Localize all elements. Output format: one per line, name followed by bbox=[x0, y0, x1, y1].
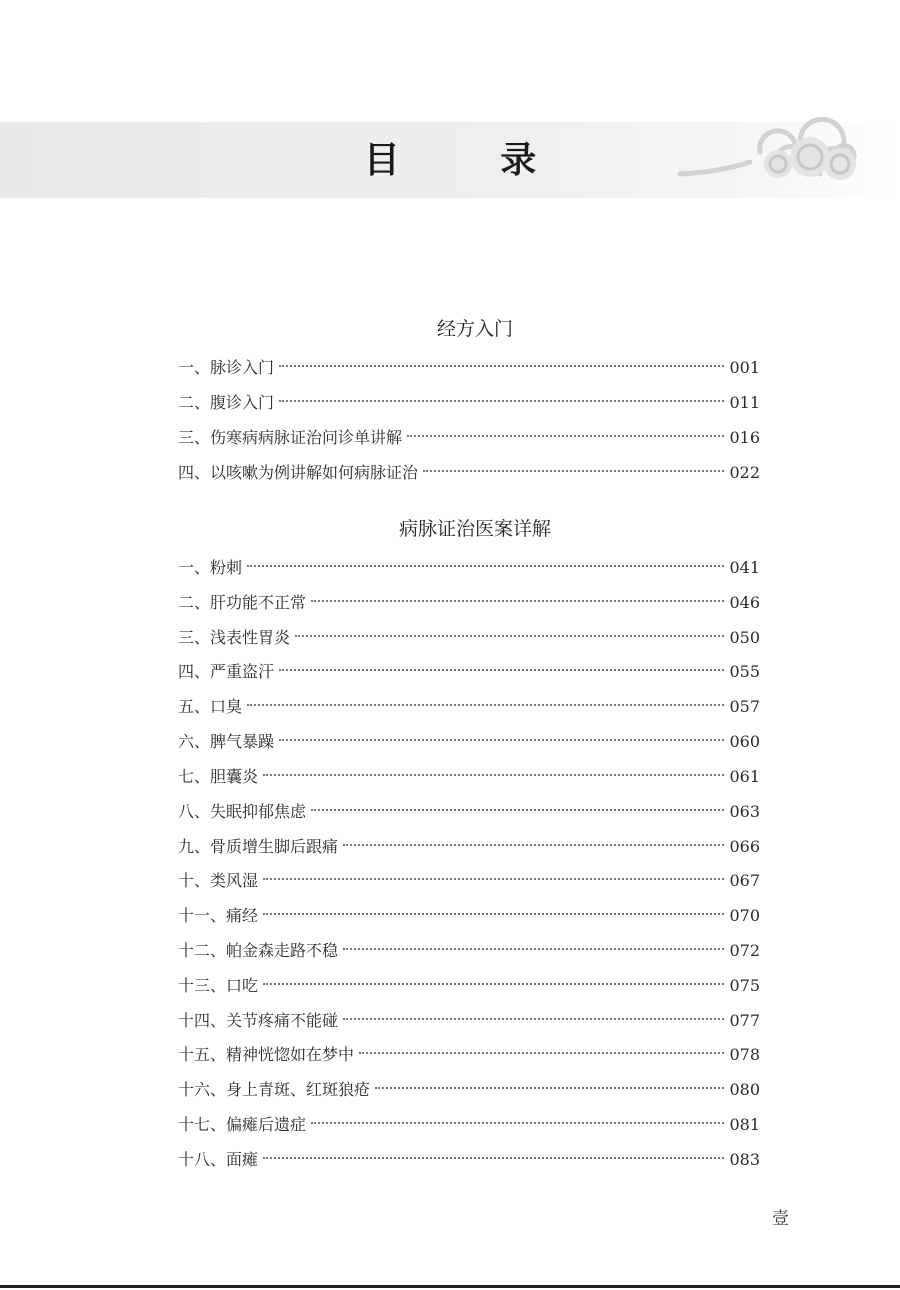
dot-leader bbox=[407, 435, 724, 437]
dot-leader bbox=[343, 844, 724, 846]
dot-leader bbox=[263, 774, 724, 776]
toc-entry-title: 四、严重盗汗 bbox=[178, 662, 275, 682]
toc-entry-title: 十一、痛经 bbox=[178, 906, 259, 926]
dot-leader bbox=[279, 365, 724, 367]
toc-entry-page: 001 bbox=[729, 358, 760, 377]
toc-entry[interactable] bbox=[178, 426, 760, 450]
toc-entry-title: 十八、面瘫 bbox=[178, 1149, 259, 1169]
toc-entry[interactable] bbox=[178, 835, 760, 859]
bottom-rule bbox=[0, 1285, 900, 1288]
toc-entry-title: 三、浅表性胃炎 bbox=[178, 627, 291, 647]
toc-entry-title: 七、胆囊炎 bbox=[178, 766, 259, 786]
toc-entry-title: 十五、精神恍惚如在梦中 bbox=[178, 1045, 355, 1065]
toc-entry-title: 一、粉刺 bbox=[178, 558, 243, 577]
dot-leader bbox=[263, 1157, 724, 1159]
toc-entry[interactable] bbox=[178, 660, 760, 684]
toc-entry-title: 十、类风湿 bbox=[178, 871, 259, 891]
toc-entry[interactable] bbox=[178, 695, 760, 719]
toc-entry[interactable] bbox=[178, 800, 760, 824]
toc-entry[interactable] bbox=[178, 356, 760, 380]
toc-entry-page: 046 bbox=[729, 592, 760, 612]
toc-entry[interactable] bbox=[178, 765, 760, 789]
toc-entry[interactable] bbox=[178, 1148, 760, 1172]
dot-leader bbox=[359, 1052, 724, 1054]
page-number: 壹 bbox=[772, 1209, 789, 1229]
dot-leader bbox=[311, 600, 724, 602]
dot-leader bbox=[247, 565, 724, 567]
toc-entry-page: 070 bbox=[729, 906, 760, 926]
cloud-ornament-icon bbox=[660, 112, 870, 204]
toc-entry-page: 060 bbox=[729, 732, 760, 752]
toc-entry-title: 三、伤寒病病脉证治问诊单讲解 bbox=[178, 427, 403, 447]
toc-entry-page: 041 bbox=[729, 558, 760, 577]
toc-entry-page: 083 bbox=[729, 1149, 760, 1169]
dot-leader bbox=[311, 1122, 724, 1124]
toc-entry[interactable] bbox=[178, 591, 760, 615]
toc-entry[interactable] bbox=[178, 626, 760, 650]
toc-entry-title: 四、以咳嗽为例讲解如何病脉证治 bbox=[178, 462, 419, 482]
dot-leader bbox=[311, 809, 724, 811]
toc-entry-page: 016 bbox=[729, 427, 760, 447]
toc-entry[interactable] bbox=[178, 1078, 760, 1102]
toc-entry-page: 050 bbox=[729, 627, 760, 647]
toc-entry[interactable] bbox=[178, 869, 760, 893]
toc-entry-title: 二、肝功能不正常 bbox=[178, 592, 307, 612]
toc-entry-title: 六、脾气暴躁 bbox=[178, 732, 275, 752]
dot-leader bbox=[263, 983, 724, 985]
dot-leader bbox=[263, 913, 724, 915]
toc-entry[interactable] bbox=[178, 1009, 760, 1033]
toc-entry[interactable] bbox=[178, 1043, 760, 1067]
toc-entry-page: 066 bbox=[729, 836, 760, 856]
toc-entry-page: 011 bbox=[729, 392, 760, 412]
toc-entry-title: 八、失眠抑郁焦虑 bbox=[178, 801, 307, 821]
toc-entry-title: 一、脉诊入门 bbox=[178, 358, 275, 377]
section-heading: 病脉证治医案详解 bbox=[398, 518, 551, 540]
dot-leader bbox=[343, 948, 724, 950]
toc-entry-page: 061 bbox=[729, 766, 760, 786]
toc-entry[interactable] bbox=[178, 730, 760, 754]
dot-leader bbox=[423, 470, 724, 472]
toc-entry[interactable] bbox=[178, 391, 760, 415]
toc-entry[interactable] bbox=[178, 974, 760, 998]
dot-leader bbox=[279, 669, 724, 671]
toc-entry[interactable] bbox=[178, 904, 760, 928]
section-heading: 经方入门 bbox=[436, 318, 513, 340]
toc-entry-title: 十六、身上青斑、红斑狼疮 bbox=[178, 1080, 371, 1100]
toc-entry-page: 080 bbox=[729, 1080, 760, 1100]
toc-entry[interactable] bbox=[178, 556, 760, 580]
dot-leader bbox=[263, 878, 724, 880]
dot-leader bbox=[279, 400, 724, 402]
toc-entry-page: 077 bbox=[729, 1010, 760, 1030]
toc-entry-title: 十二、帕金森走路不稳 bbox=[178, 941, 339, 961]
toc-entry-title: 五、口臭 bbox=[178, 697, 243, 717]
toc-entry-page: 081 bbox=[729, 1115, 760, 1135]
dot-leader bbox=[375, 1087, 724, 1089]
dot-leader bbox=[279, 739, 724, 741]
toc-entry-page: 078 bbox=[729, 1045, 760, 1065]
toc-entry[interactable] bbox=[178, 1113, 760, 1137]
dot-leader bbox=[343, 1018, 724, 1020]
toc-entry-page: 057 bbox=[729, 697, 760, 717]
toc-entry-page: 072 bbox=[729, 941, 760, 961]
toc-entry-title: 十三、口吃 bbox=[178, 975, 259, 995]
toc-entry-page: 022 bbox=[729, 462, 760, 482]
toc-entry-title: 二、腹诊入门 bbox=[178, 392, 275, 412]
toc-entry-title: 十四、关节疼痛不能碰 bbox=[178, 1010, 339, 1030]
dot-leader bbox=[247, 704, 724, 706]
toc-entry[interactable] bbox=[178, 461, 760, 485]
toc-entry-page: 067 bbox=[729, 871, 760, 891]
toc-entry[interactable] bbox=[178, 939, 760, 963]
toc-entry-title: 九、骨质增生脚后跟痛 bbox=[178, 836, 339, 856]
dot-leader bbox=[295, 635, 724, 637]
page-title: 目 录 bbox=[363, 139, 581, 181]
toc-entry-title: 十七、偏瘫后遗症 bbox=[178, 1115, 307, 1135]
toc-entry-page: 055 bbox=[729, 662, 760, 682]
toc-entry-page: 075 bbox=[729, 975, 760, 995]
toc-entry-page: 063 bbox=[729, 801, 760, 821]
